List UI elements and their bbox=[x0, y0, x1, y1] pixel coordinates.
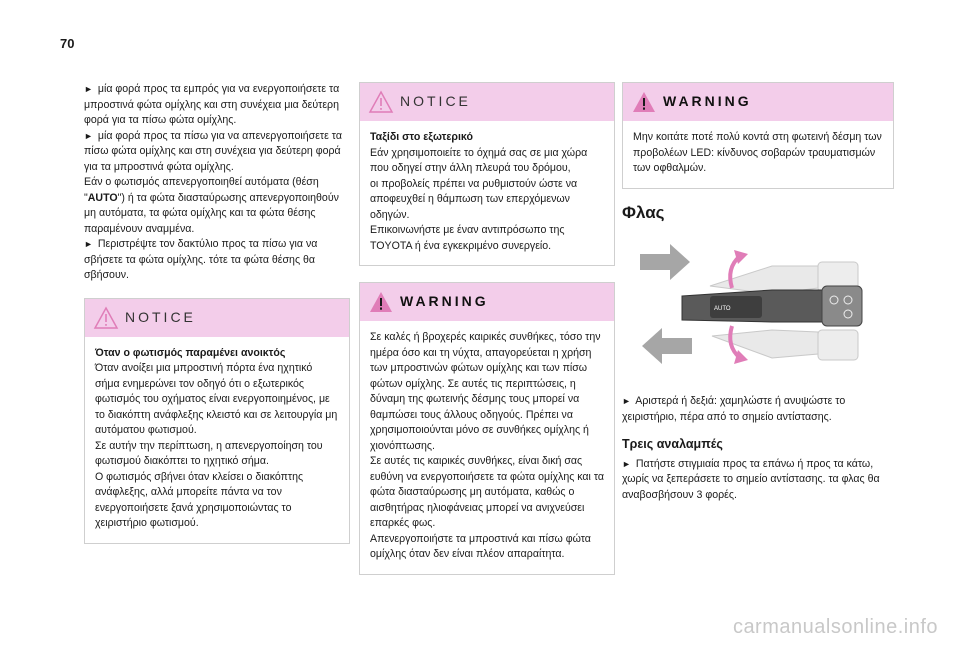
notice-label: NOTICE bbox=[400, 93, 471, 109]
warning-header bbox=[360, 283, 614, 321]
watermark: carmanualsonline.info bbox=[732, 616, 938, 638]
instruction-rear-fog: ► μία φορά προς τα πίσω για να απενεργοποιήσετε τα πίσω φώτα ομίχλης και στη συνέχεια για δεύτερη φορά για τα μπροστινά φώτα ομίχλης. bbox=[84, 129, 342, 173]
notice-icon bbox=[368, 90, 394, 114]
instruction-rotate-ring: ► Περιστρέψτε τον δακτύλιο προς τα πίσω για να σβήσετε τα φώτα ομίχλης. τότε τα φώτα θέσης θα σβήσουν. bbox=[84, 238, 318, 281]
notice-header bbox=[85, 299, 349, 337]
warning-box bbox=[359, 282, 615, 575]
bullet-arrow-icon: ► bbox=[622, 396, 631, 406]
lever-auto-label: AUTO bbox=[714, 306, 731, 312]
warning-icon bbox=[368, 290, 394, 314]
lever-down-ghost bbox=[712, 330, 858, 360]
warning-box bbox=[622, 82, 894, 189]
notice-title: Όταν ο φωτισμός παραμένει ανοικτός bbox=[95, 346, 286, 359]
warning-label: WARNING bbox=[400, 293, 489, 309]
section-heading: Φλας bbox=[622, 202, 665, 222]
notice-label: NOTICE bbox=[125, 308, 196, 325]
three-flash-instruction: ► Πατήστε στιγμιαία προς τα επάνω ή προς τα κάτω, χωρίς να ξεπεράσετε το σημείο αντίστασης. τα φλας θα αναβοσβήσουν 3 φορές. bbox=[622, 457, 880, 501]
warning-text: Σε καλές ή βροχερές καιρικές συνθήκες, τόσο την ημέρα όσο και τη νύχτα, απαγορεύεται η χρήση των μπροστινών φώτων ομίχλης και των πίσω φώτων ομίχλης. Σε αυτές τις περιπτώσεις, η δύναμη της φωτεινής δέσμης τους μπορεί να θαμπώσει τους άλλους οδηγούς. Πρέπει να χρησιμοποιούνται μόνο σε συνθήκες ομίχλης ή χιονόπτωσης. Σε αυτές τις καιρικές συνθήκες, είναι δική σας ευθύνη να ενεργοποιήσετε τα φώτα ομίχλης και τα φώτα διασταύρωσης μη αυτόματα, καθώς ο αισθητήρας ηλιοφάνειας μπορεί να ανιχνεύσει επαρκές φως. Απενεργοποιήστε τα μπροστινά και πίσω φώτα ομίχλης όταν δεν είναι πλέον απαραίτητα. bbox=[370, 331, 605, 560]
bullet-arrow-icon: ► bbox=[84, 130, 93, 141]
instruction-front-fog: ► μία φορά προς τα εμπρός για να ενεργοποιήσετε τα μπροστινά φώτα ομίχλης και στη συνέχεια μια δεύτερη φορά για τα πίσω φώτα ομίχλης. bbox=[84, 83, 340, 126]
warning-icon bbox=[631, 90, 657, 114]
page-number: 70 bbox=[60, 36, 75, 51]
arrow-right-icon bbox=[640, 244, 690, 280]
bullet-arrow-icon: ► bbox=[84, 84, 93, 94]
column-1 bbox=[84, 82, 350, 560]
indicator-lever-illustration bbox=[622, 226, 894, 386]
indicator-instruction: ► Αριστερά ή δεξιά: χαμηλώστε ή ανυψώστε το χειριστήριο, πέρα από το σημείο αντίστασης. bbox=[622, 395, 846, 423]
notice-text: Όταν ανοίξει μια μπροστινή πόρτα ένα ηχητικό σήμα ενημερώνει τον οδηγό ότι ο εξωτερικός φωτισμός του οχήματος είναι ενεργοποιημένος, με το διακόπτη ανάφλεξης κλειστό και σε λειτουργία μη αυτόματου φωτισμού. Σε αυτήν την περίπτωση, η απενεργοποίηση του φωτισμού διακόπτει το ηχητικό σήμα. Ο φωτισμός σβήνει όταν κλείσει ο διακόπτης ανάφλεξης, αλλά μπορείτε πάντα να τον ενεργοποιήσετε ξανά χρησιμοποιώντας το χειριστήριο φωτισμού. bbox=[95, 362, 338, 529]
subsection-heading: Τρεις αναλαμπές bbox=[622, 437, 723, 451]
arrow-left-icon bbox=[642, 328, 692, 364]
column-3 bbox=[622, 82, 894, 503]
notice-header bbox=[360, 83, 614, 121]
notice-icon bbox=[93, 306, 119, 330]
lever-diagram bbox=[622, 226, 894, 386]
warning-header bbox=[623, 83, 893, 121]
bullet-arrow-icon: ► bbox=[622, 458, 631, 469]
bullet-arrow-icon: ► bbox=[84, 239, 93, 249]
lever-main bbox=[682, 286, 862, 326]
notice-title: Ταξίδι στο εξωτερικό bbox=[370, 131, 473, 143]
column-2 bbox=[359, 82, 615, 591]
notice-box bbox=[84, 298, 350, 544]
notice-box bbox=[359, 82, 615, 266]
warning-label: WARNING bbox=[663, 93, 752, 109]
notice-text: Εάν χρησιμοποιείτε το όχημά σας σε μια χώρα που οδηγεί στην άλλη πλευρά του δρόμου, οι προβολείς πρέπει να ρυθμιστούν ώστε να αποφευχθεί η θάμπωση των επερχόμενων οδηγών. Επικοινωνήστε με έναν αντιπρόσωπο της TOYOTA ή ένα εγκεκριμένο συνεργείο. bbox=[370, 146, 588, 252]
auto-note: Εάν ο φωτισμός απενεργοποιηθεί αυτόματα (θέση "AUTO") ή τα φώτα διασταύρωσης απενεργοποιηθούν μη αυτόματα, τα φώτα ομίχλης και τα φώτα θέσης παραμένουν αναμμένα. bbox=[84, 176, 339, 235]
warning-text: Μην κοιτάτε ποτέ πολύ κοντά στη φωτεινή δέσμη των προβολέων LED: κίνδυνος σοβαρών τραυματισμών των οφθαλμών. bbox=[633, 131, 882, 174]
